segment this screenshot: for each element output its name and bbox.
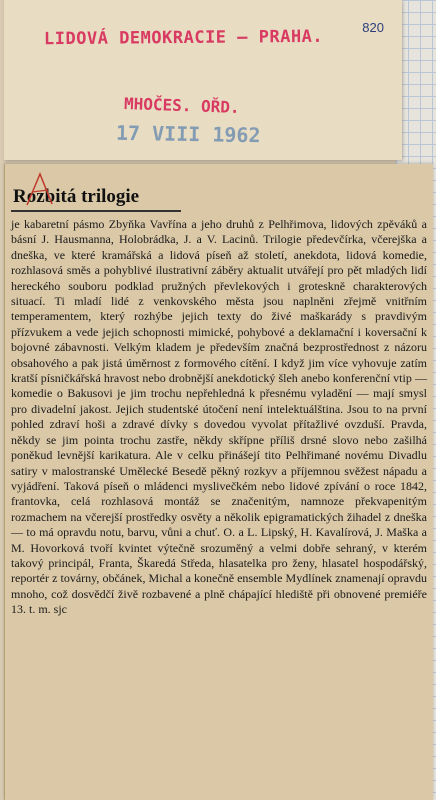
date-stamp: 17 VIII 1962 xyxy=(115,120,261,148)
article-headline: Rozbitá trilogie xyxy=(13,186,140,207)
slip-number: 820 xyxy=(362,20,384,35)
newspaper-clipping xyxy=(4,164,433,800)
publication-stamp: LIDOVÁ DEMOKRACIE — PRAHA. xyxy=(43,26,324,50)
article-body: je kabaretní pásmo Zbyňka Vavřína a jeho druhů z Pelhřimova, lidových zpěváků a básní J. Hausmanna, Holobrádka, J. a V. Lacinů. Trilogie předevčírka, včerejška a dneška, ve které kramářská a lidová píseň až století, anekdota, lidová komedie, rozhlasová směs a pohyblivé ilustrativní záběry aktualit utvářejí pro pět mladých lidí hereckého souboru podklad pružných převlekových i groteskně charakterových situací. Ti mladí lidé z venkovského města jsou naplněni zřejmě vnitřním temperamentem, který rozhýbe jejich texty do živé maškarády s pravdivým přízvukem a vede jejich schopnosti mimické, pohybové a deklamační i koversační k bojovné zábavnosti. Velkým kladem je především značná bezprostřednost z názoru obsahového a pak jistá úměrnost z formového cítění. I když jim více vyhovuje zatím kratší písničkářská hravost nebo drobnější anekdotický šleh anebo konferenční vtip — komedie o Bakusovi je jim trochu nepřehledná k přesnému vyladění — mají smysl pro divadelní jakost. Jejich studentské útočení není intelektuálština. Jsou to na první pohled zdraví hoši a zdravé dívky s dovedou vyvolat přítažlivé ovzduší. Pravda, někdy se jim pointa trochu zastře, někdy skřípne příliš drsné slovo nebo zašilhá poněkud levnější karikatura. Ale v celku přinášejí tito Pelhřimané novému Divadlu satiry v malostranské Umělecké Besedě pěkný rozkyv a příjemnou svěžest nápadu a vyjádření. Taková píseň o mládenci myslivečkém nebo lidové zpívání o roce 1842, frantovka, celá rozhlasová montáž se značenitým, namnoze překvapenitým rozmachem na včerejší prostředky osvěty a několik epigramatických žihadel z dneška — to má opravdu notu, barvu, vůni a chuť. O. a L. Lipský, H. Kavalírová, J. Maška a M. Hovorková tvoří kvintet výtečně srozuměný a velmi dobře sehraný, v kterém takový principál, Franta, Škaredá Středa, hlasatelka pro ženy, hlasatel hospodářský, reportér z továrny, občánek, Michal a konečně ensemble Mydlínek znamenají opravdu mnoho, což dosvědčí živě rozbavené a plně chápající hlediště při obnovené premiéře 13. t. m. sjc xyxy=(11,217,427,617)
archive-slip xyxy=(4,0,402,160)
org-stamp: MHOČES. OŘD. xyxy=(123,93,240,118)
headline-rule xyxy=(11,210,181,212)
